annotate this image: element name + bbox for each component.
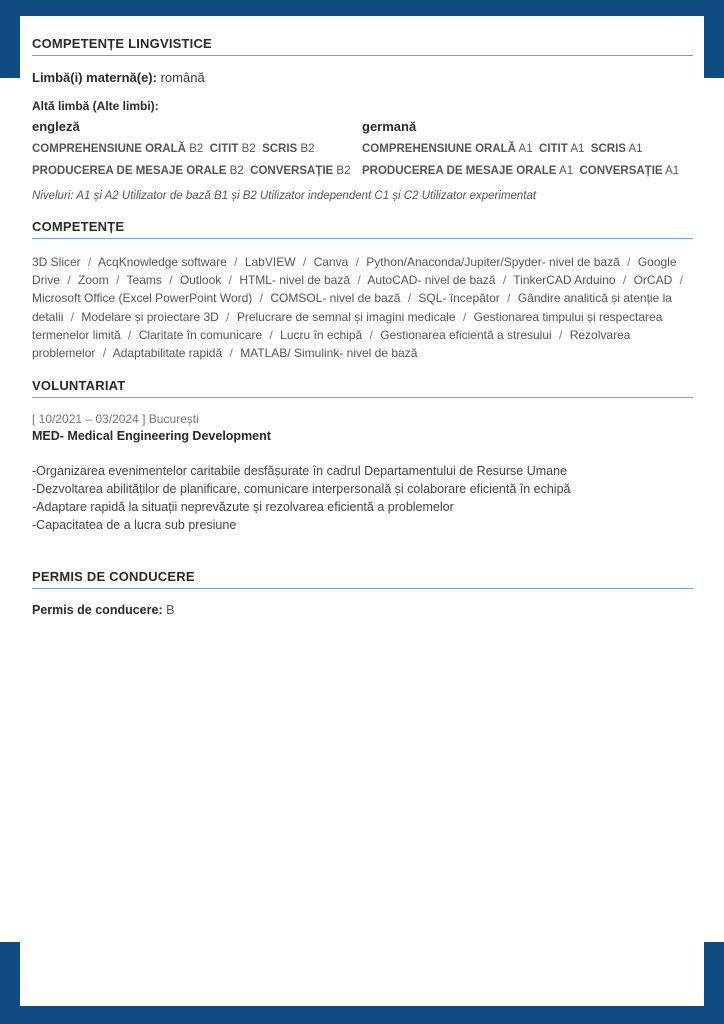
cv-content <box>32 36 693 617</box>
section-title-volunteer: VOLUNTARIAT <box>32 378 693 398</box>
other-languages-label: Altă limbă (Alte limbi): <box>32 99 159 113</box>
skill-item: OrCAD <box>633 273 673 288</box>
page-frame-bottom-right <box>704 942 724 1024</box>
volunteer-line: -Capacitatea de a lucra sub presiune <box>32 518 237 533</box>
volunteer-line: -Adaptare rapidă la situații neprevăzute și rezolvarea eficientă a problemelor <box>32 500 454 515</box>
skill-item: 3D Slicer <box>32 255 81 269</box>
skill-item: Claritate în comunicare <box>138 327 263 342</box>
skill-item: Modelare și proiectare 3D <box>81 309 219 324</box>
skill-separator: / <box>169 273 173 288</box>
page-frame-top <box>0 0 724 16</box>
reading-label: CITIT <box>539 143 568 155</box>
skill-separator: / <box>627 255 631 269</box>
skill-separator: / <box>67 273 71 288</box>
skill-item: Microsoft Office (Excel PowerPoint Word) <box>32 291 253 306</box>
interaction-level: B2 <box>336 165 351 177</box>
language-receptive-line <box>362 138 692 160</box>
license-label: Permis de conducere: <box>32 603 163 618</box>
section-title-license: PERMIS DE CONDUCERE <box>32 569 693 589</box>
listening-level: A1 <box>518 143 533 155</box>
skill-item: Outlook <box>179 273 222 288</box>
skill-item: COMSOL- nivel de bază <box>270 291 401 306</box>
writing-level: A1 <box>628 143 643 155</box>
skill-separator: / <box>259 291 263 306</box>
skill-item: Rezolvarea problemelor <box>32 327 631 361</box>
language-name: germană <box>362 119 417 134</box>
skill-item: SQL- începător <box>418 291 500 306</box>
mother-tongue-label: Limbă(i) maternă(e): <box>32 70 157 85</box>
skill-separator: / <box>269 327 273 342</box>
page-frame-top-left <box>0 0 20 78</box>
skill-item: MATLAB/ Simulink- nivel de bază <box>240 346 418 361</box>
interaction-level: A1 <box>665 165 680 177</box>
production-level: B2 <box>229 165 244 177</box>
skill-item: Gestionarea timpului și respectarea termenelor limită <box>32 309 663 342</box>
production-label: PRODUCEREA DE MESAJE ORALE <box>32 165 227 177</box>
writing-level: B2 <box>300 143 315 155</box>
language-productive-line <box>32 160 362 182</box>
skill-item: Gândire analitică și atenție la detalii <box>32 291 672 324</box>
skill-item: Lucru în echipă <box>280 327 363 342</box>
writing-label: SCRIS <box>590 143 626 155</box>
skill-item: AutoCAD- nivel de bază <box>367 273 496 288</box>
language-name: engleză <box>32 119 80 134</box>
language-receptive-line <box>32 138 362 160</box>
language-section <box>32 36 693 202</box>
mother-tongue-row <box>32 70 693 85</box>
skill-separator: / <box>507 291 511 306</box>
skill-separator: / <box>462 309 467 324</box>
skill-item: Prelucrare de semnal și imagini medicale <box>236 309 456 324</box>
skill-separator: / <box>234 255 238 269</box>
skill-item: Teams <box>126 273 162 288</box>
volunteer-line: -Organizarea evenimentelor caritabile desfășurate în cadrul Departamentului de Resurse Umane <box>32 464 567 479</box>
skill-item: Google Drive <box>32 255 677 288</box>
skill-separator: / <box>559 327 563 342</box>
license-row <box>32 603 693 617</box>
skill-separator: / <box>369 327 373 342</box>
volunteer-date-location: [ 10/2021 – 03/2024 ] București <box>32 412 199 427</box>
skill-item: AcqKnowledge software <box>98 255 227 269</box>
license-section <box>32 569 693 617</box>
section-title-skills: COMPETENȚE <box>32 219 693 239</box>
interaction-label: CONVERSAȚIE <box>579 165 663 177</box>
skill-separator: / <box>679 273 683 288</box>
skill-item: Python/Anaconda/Jupiter/Spyder- nivel de bază <box>366 255 620 269</box>
skill-separator: / <box>226 309 230 324</box>
volunteer-line: -Dezvoltarea abilităților de planificare, comunicare interpersonală și colaborare eficientă în echipă <box>32 482 571 497</box>
skill-separator: / <box>407 291 412 306</box>
skill-separator: / <box>70 309 75 324</box>
interaction-label: CONVERSAȚIE <box>250 165 334 177</box>
reading-label: CITIT <box>209 143 239 155</box>
skills-section <box>32 219 693 362</box>
listening-level: B2 <box>189 143 204 155</box>
skill-item: HTML- nivel de bază <box>239 273 351 288</box>
mother-tongue-value: română <box>160 70 205 85</box>
skill-separator: / <box>116 273 120 288</box>
volunteer-section <box>32 378 693 534</box>
writing-label: SCRIS <box>262 143 298 155</box>
skill-item: Canva <box>313 255 349 269</box>
language-productive-line <box>362 160 692 182</box>
skill-item: Zoom <box>78 273 109 288</box>
skill-item: LabVIEW <box>244 255 296 269</box>
skill-separator: / <box>228 273 232 288</box>
language-levels-note: Niveluri: A1 și A2 Utilizator de bază B1 și B2 Utilizator independent C1 și C2 Utilizator experimentat <box>32 190 537 202</box>
language-german <box>362 119 692 182</box>
language-english <box>32 119 362 182</box>
section-title-languages: COMPETENȚE LINGVISTICE <box>32 36 693 56</box>
skill-separator: / <box>355 255 359 269</box>
skill-separator: / <box>229 346 233 361</box>
reading-level: A1 <box>570 143 585 155</box>
production-level: A1 <box>559 165 574 177</box>
production-label: PRODUCEREA DE MESAJE ORALE <box>362 165 557 177</box>
skill-item: TinkerCAD Arduino <box>513 273 616 288</box>
skill-separator: / <box>128 327 132 342</box>
skill-item: Adaptabilitate rapidă <box>112 346 223 361</box>
skills-list <box>32 253 693 362</box>
skill-separator: / <box>622 273 627 288</box>
listening-label: COMPREHENSIUNE ORALĂ <box>32 143 186 155</box>
skill-separator: / <box>357 273 361 288</box>
volunteer-organization: MED- Medical Engineering Development <box>32 429 271 444</box>
listening-label: COMPREHENSIUNE ORALĂ <box>362 143 516 155</box>
page-frame-bottom <box>0 1006 724 1024</box>
languages-grid <box>32 119 693 182</box>
reading-level: B2 <box>241 143 256 155</box>
skill-separator: / <box>302 255 307 269</box>
skill-item: Gestionarea eficientă a stresului <box>380 327 552 342</box>
skill-separator: / <box>102 346 107 361</box>
page-frame-top-right <box>704 0 724 78</box>
skill-separator: / <box>502 273 507 288</box>
skill-separator: / <box>88 255 92 269</box>
license-value: B <box>166 603 175 618</box>
volunteer-description <box>32 462 693 534</box>
page-frame-bottom-left <box>0 942 20 1024</box>
